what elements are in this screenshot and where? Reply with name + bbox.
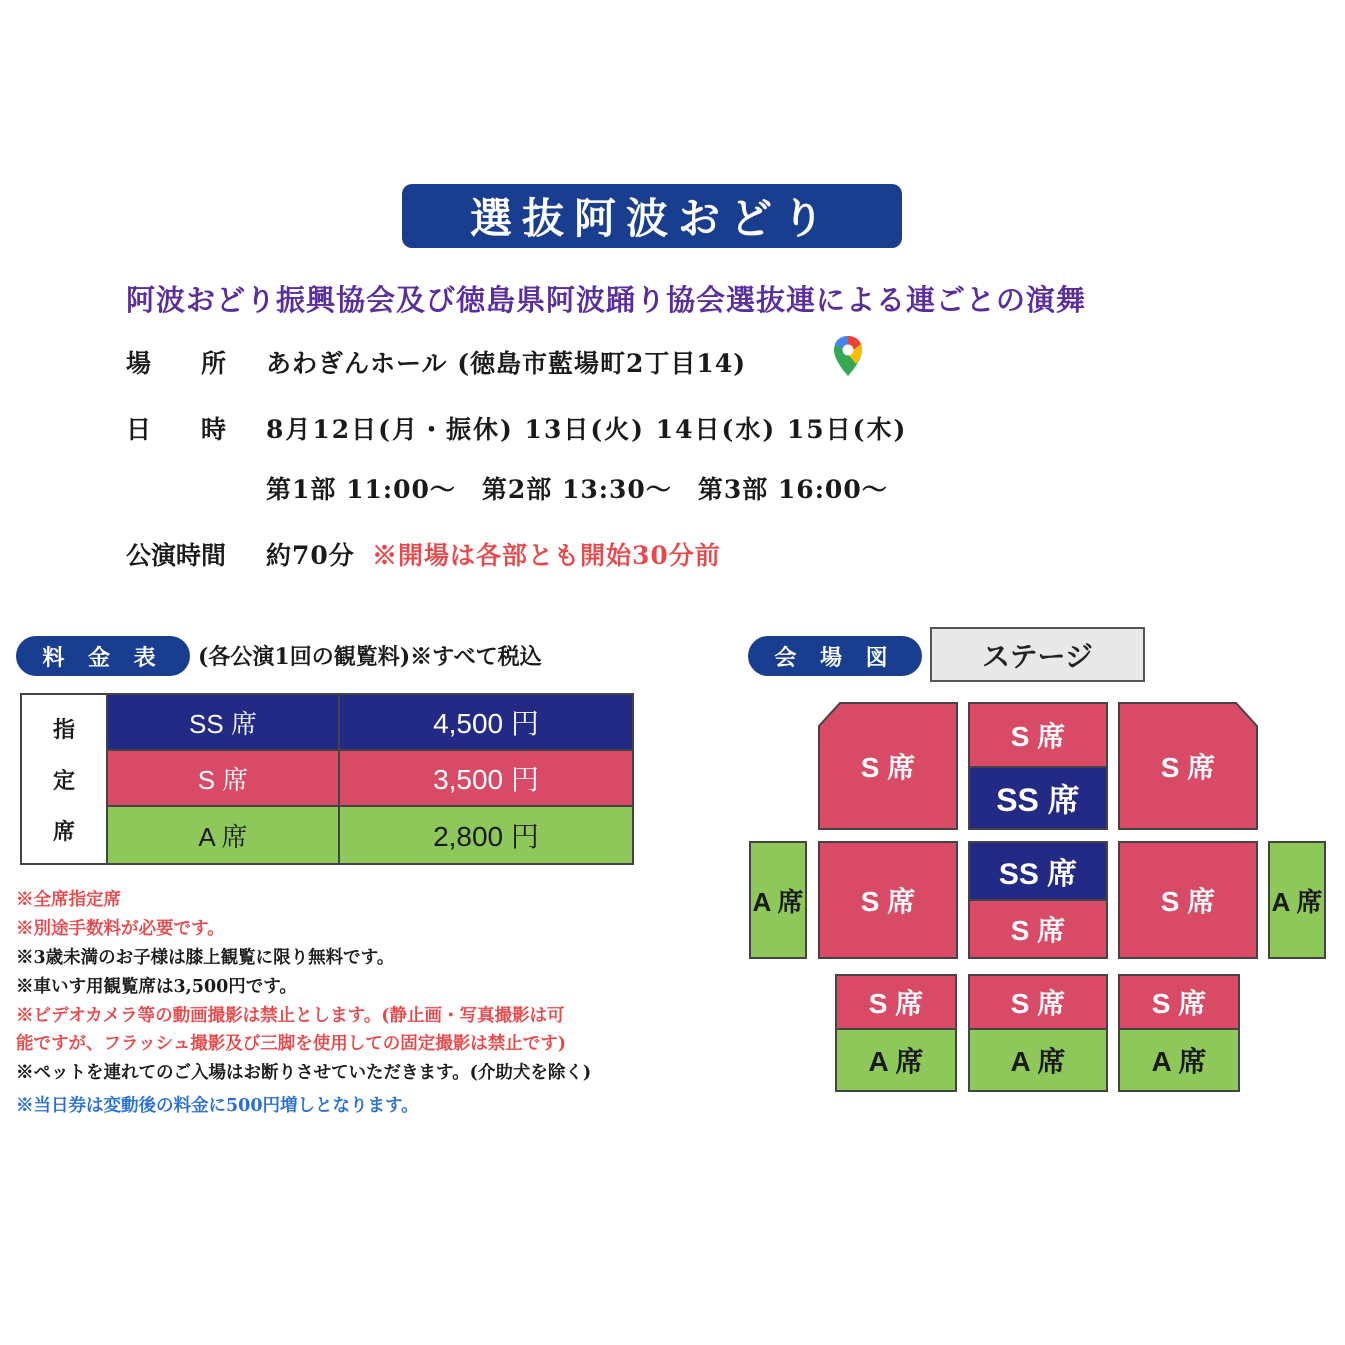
map-pill-label: 会 場 図 (774, 644, 896, 671)
price-pill (16, 636, 190, 676)
a-price-cell: 2,800 円 (338, 807, 632, 863)
seat-block-s-bottom-center[interactable]: S 席 (968, 974, 1108, 1030)
price-note: (各公演1回の観覧料)※すべて税込 (198, 644, 542, 670)
note-line: 能ですが、フラッシュ撮影及び三脚を使用しての固定撮影は禁止です) (16, 1034, 567, 1054)
ss-seat-cell: SS 席 (108, 695, 338, 751)
duration-value: 約70分 (266, 541, 355, 570)
side-label-char: 席 (52, 818, 75, 845)
note-line: ※車いす用観覧席は3,500円です。 (16, 977, 297, 997)
reserved-seat-label (22, 695, 108, 863)
seat-block-s-mid-center[interactable]: S 席 (968, 899, 1108, 959)
opening-note: ※開場は各部とも開始30分前 (372, 541, 721, 570)
note-line: ※別途手数料が必要です。 (16, 919, 225, 939)
map-pill (748, 636, 922, 676)
map-pin-icon[interactable] (832, 334, 864, 378)
seat-block-label: S 席 (860, 752, 916, 783)
title-banner (402, 184, 902, 248)
a-seat-cell: A 席 (108, 807, 338, 863)
seat-block-ss-top-center[interactable]: SS 席 (968, 766, 1108, 830)
seat-block-s-top-center[interactable]: S 席 (968, 702, 1108, 768)
note-line: ※3歳未満のお子様は膝上観覧に限り無料です。 (16, 948, 395, 968)
note-line: ※全席指定席 (16, 890, 121, 910)
note-line: ※ペットを連れてのご入場はお断りさせていただきます。(介助犬を除く) (16, 1063, 592, 1083)
ss-price-cell: 4,500 円 (338, 695, 632, 751)
stage-label: ステージ (930, 627, 1145, 682)
venue-value: あわぎんホール (徳島市藍場町2丁目14) (266, 349, 747, 378)
seat-block-a-bottom-right[interactable]: A 席 (1118, 1028, 1240, 1092)
seat-block-s-mid-left[interactable]: S 席 (818, 841, 958, 959)
s-price-cell: 3,500 円 (338, 751, 632, 807)
seat-block-s-bottom-right[interactable]: S 席 (1118, 974, 1240, 1030)
side-label-char: 定 (52, 767, 75, 794)
note-line: ※ビデオカメラ等の動画撮影は禁止とします。(静止画・写真撮影は可 (16, 1006, 565, 1026)
duration-label: 公演時間 (126, 541, 227, 570)
schedule-label: 日 時 (126, 415, 227, 444)
seat-block-ss-mid-center[interactable]: SS 席 (968, 841, 1108, 901)
seat-block-s-bottom-left[interactable]: S 席 (835, 974, 957, 1030)
schedule-parts: 第1部 11:00～ 第2部 13:30～ 第3部 16:00～ (266, 475, 888, 504)
seat-block-a-left[interactable]: A 席 (749, 841, 807, 959)
seat-block-a-bottom-center[interactable]: A 席 (968, 1028, 1108, 1092)
side-label-char: 指 (52, 716, 75, 743)
schedule-dates: 8月12日(月・振休) 13日(火) 14日(水) 15日(木) (266, 415, 908, 444)
seat-block-s-mid-right[interactable]: S 席 (1118, 841, 1258, 959)
seat-block-a-bottom-left[interactable]: A 席 (835, 1028, 957, 1092)
note-line: ※当日券は変動後の料金に500円増しとなります。 (16, 1096, 419, 1116)
price-pill-label: 料 金 表 (42, 644, 164, 671)
seat-block-label: S 席 (1160, 752, 1216, 783)
s-seat-cell: S 席 (108, 751, 338, 807)
subtitle: 阿波おどり振興協会及び徳島県阿波踊り協会選抜連による連ごとの演舞 (126, 283, 1087, 317)
seat-block-a-right[interactable]: A 席 (1268, 841, 1326, 959)
venue-label: 場 所 (126, 349, 227, 378)
price-table (20, 693, 634, 865)
page-title: 選抜阿波おどり (469, 194, 834, 243)
